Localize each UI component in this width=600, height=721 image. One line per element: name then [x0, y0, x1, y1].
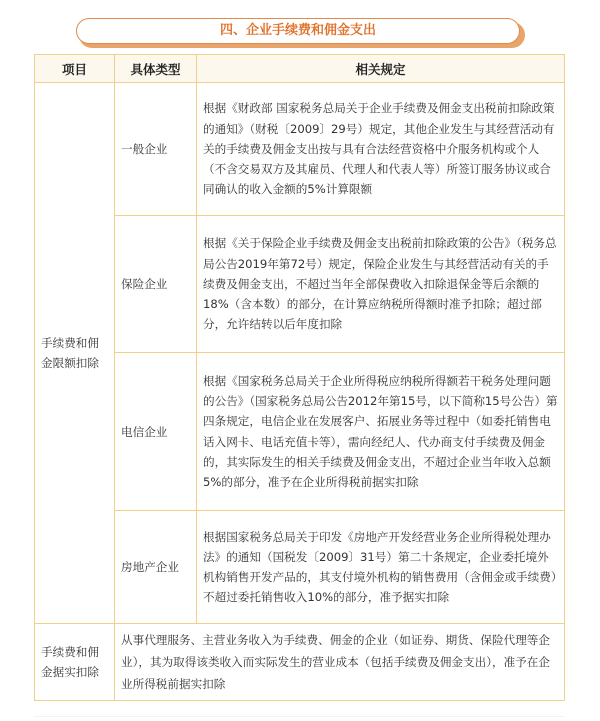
- item-actual-deduction: 手续费和佣金据实扣除: [35, 624, 115, 701]
- commission-deduction-table: [34, 54, 565, 701]
- type-real-estate-enterprise: 房地产企业: [115, 511, 197, 624]
- rule-actual-deduction: 从事代理服务、主营业务收入为手续费、佣金的企业（如证券、期货、保险代理等企业），其为取得该类收入而实际发生的营业成本（包括手续费及佣金支出），准予在企业所得税前据实扣除: [115, 624, 565, 701]
- table-row: [35, 511, 565, 624]
- type-insurance-enterprise: 保险企业: [115, 216, 197, 353]
- section-title: 四、企业手续费和佣金支出: [76, 18, 520, 44]
- rule-insurance-enterprise: 根据《关于保险企业手续费及佣金支出税前扣除政策的公告》（税务总局公告2019年第72号）规定，保险企业发生与其经营活动有关的手续费及佣金支出，不超过当年全部保费收入扣除退保金等后余额的18%（含本数）的部分，在计算应纳税所得额时准予扣除；超过部分，允许结转以后年度扣除: [197, 216, 565, 353]
- rule-general-enterprise: 根据《财政部 国家税务总局关于企业手续费及佣金支出税前扣除政策的通知》（财税〔2009〕29号）规定，其他企业发生与其经营活动有关的手续费及佣金支出按与具有合法经营资格中介服务机构或个人（不含交易双方及其雇员、代理人和代表人等）所签订服务协议或合同确认的收入金额的5%计算限额: [197, 83, 565, 216]
- table-header-row: [35, 55, 565, 83]
- header-item: 项目: [35, 55, 115, 83]
- section-title-banner: [76, 18, 522, 48]
- rule-telecom-enterprise: 根据《国家税务总局关于企业所得税应纳税所得额若干税务处理问题的公告》（国家税务总局公告2012年第15号，以下简称15号公告）第四条规定，电信企业在发展客户、拓展业务等过程中（如委托销售电话入网卡、电话充值卡等），需向经纪人、代办商支付手续费及佣金的，其实际发生的相关手续费及佣金支出，不超过企业当年收入总额5%的部分，准予在企业所得税前据实扣除: [197, 353, 565, 511]
- type-general-enterprise: 一般企业: [115, 83, 197, 216]
- table-row: [35, 83, 565, 216]
- bottom-divider: [34, 716, 564, 717]
- rule-real-estate-enterprise: 根据国家税务总局关于印发《房地产开发经营业务企业所得税处理办法》的通知（国税发〔2009〕31号）第二十条规定，企业委托境外机构销售开发产品的，其支付境外机构的销售费用（含佣金或手续费）不超过委托销售收入10%的部分，准予据实扣除: [197, 511, 565, 624]
- table-row: [35, 353, 565, 511]
- header-rule: 相关规定: [197, 55, 565, 83]
- table-row: [35, 624, 565, 701]
- table-row: [35, 216, 565, 353]
- type-telecom-enterprise: 电信企业: [115, 353, 197, 511]
- header-type: 具体类型: [115, 55, 197, 83]
- item-limit-deduction: 手续费和佣金限额扣除: [35, 83, 115, 624]
